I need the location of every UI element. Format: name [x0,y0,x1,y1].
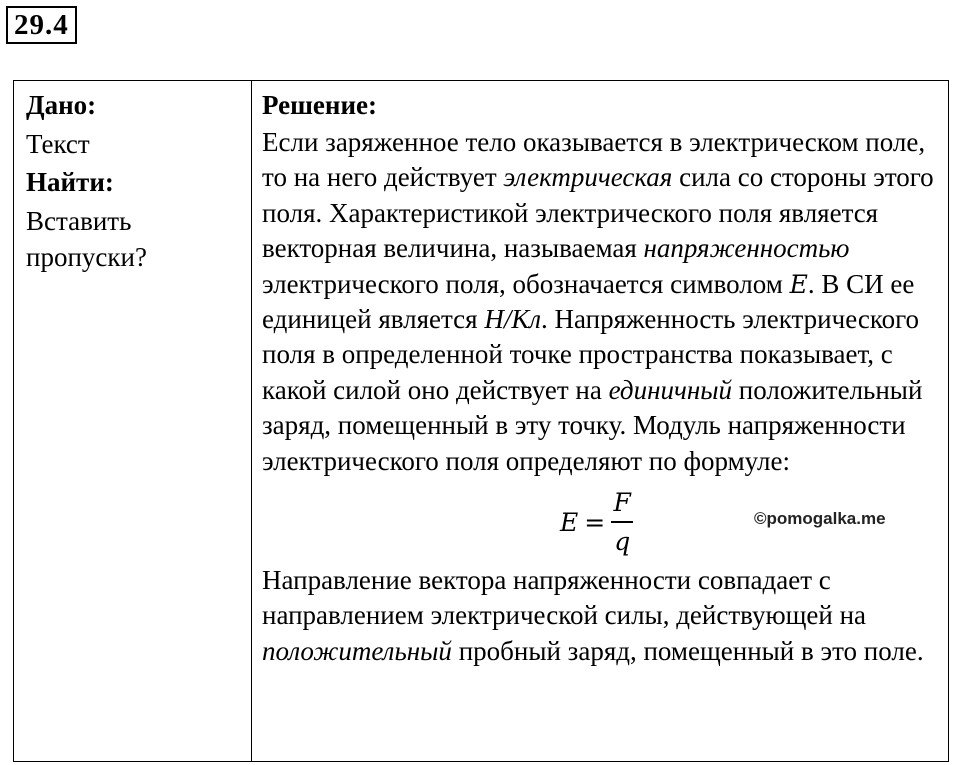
solution-column [252,81,949,762]
watermark: ©pomogalka.me [754,509,886,529]
solution-paragraph-2 [262,563,940,669]
emphasis-electric: электрическая [503,162,673,193]
emphasis-unit: единичный [608,374,733,405]
formula [560,479,633,565]
text-run: положительный заряд, помещенный в эту точку. Модуль напряженности электрического поля определяют по формуле: [262,374,923,476]
formula-denominator: q [614,526,631,556]
given-value: Текст [26,129,90,159]
formula-row [262,479,940,565]
text-run: электрического поля, обозначается символом [262,268,790,299]
formula-numerator: F [613,487,631,517]
solution-paragraph-1 [262,125,940,479]
solution-heading: Решение: [262,90,377,120]
find-value [26,204,251,275]
text-run: Направление вектора напряженности совпадает с направлением электрической силы, действующей на [262,565,867,631]
task-table [13,80,949,762]
formula-equals: = [584,507,606,537]
text-run: Если заряженное тело оказывается в электрическом поле, то на него действует [262,127,926,193]
unit-n-per-c: Н/Кл [484,304,542,335]
text-run: пробный заряд, помещенный в это поле. [451,635,924,666]
text-run: . Напряженность электрического поля в определенной точке пространства показывает, с какой силой оно действует на [262,304,919,405]
find-value-line2: пропуски? [26,241,147,272]
text-run: сила со стороны этого поля. Характеристикой электрического поля является векторная величина, называемая [262,162,934,264]
task-number: 29.4 [6,6,77,44]
find-heading: Найти: [26,167,114,198]
find-value-line1: Вставить [26,206,132,237]
symbol-e: E [789,269,808,299]
emphasis-positive: положительный [262,635,452,666]
given-column [14,81,252,762]
given-heading: Дано: [26,90,97,120]
formula-fraction [611,488,633,557]
emphasis-intensity: напряженностью [643,233,850,264]
fraction-bar [611,521,633,523]
text-run: . В СИ ее единицей является [262,268,915,335]
formula-lhs: E [560,507,579,537]
